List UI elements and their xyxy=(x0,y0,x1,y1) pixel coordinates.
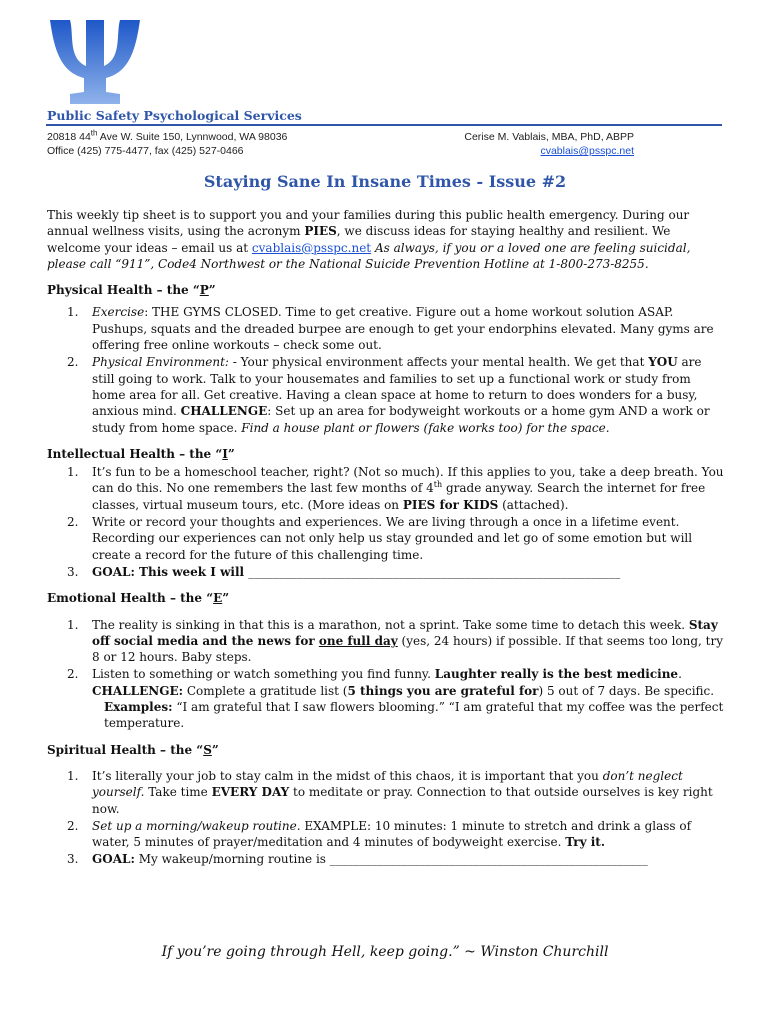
list-item: 1. It’s fun to be a homeschool teacher, right? (Not so much). If this applies to you, take a deep breath. You can do this. No one remembers the last few months of 4th grade anyway. Search the internet for free classes, virtual museum tours, etc. (More ideas on PIES for KIDS (attached). xyxy=(67,465,724,512)
psi-logo-icon xyxy=(50,14,140,106)
org-name: Public Safety Psychological Services xyxy=(47,108,302,123)
intro-email-link[interactable]: cvablais@psspc.net xyxy=(251,240,372,255)
header-divider xyxy=(46,124,722,126)
section-heading-intellectual: Intellectual Health – the “I” xyxy=(47,446,235,461)
closing-quote: If you’re going through Hell, keep going.” ~ Winston Churchill xyxy=(161,944,609,960)
list-item: 2. Listen to something or watch something you find funny. Laughter really is the best medicine. CHALLENGE: Complete a gratitude list (5 things you are grateful for) 5 out of 7 days. Be specific. Examples: “I am grateful that I saw flowers blooming.” “I am grateful that my coffee was the perfect temperature. xyxy=(47,666,727,731)
list-item: 1. It’s literally your job to stay calm in the midst of this chaos, it is important that you don’t neglect yourself. Take time EVERY DAY to meditate or pray. Connection to that outside ourselves is key right now. xyxy=(67,768,713,816)
physical-list xyxy=(47,304,727,435)
phone-line: Office (425) 775-4477, fax (425) 527-0466 xyxy=(47,145,244,157)
list-item: 3. GOAL: This week I will ______________________________________________________________ xyxy=(67,564,621,579)
list-item: 1. The reality is sinking in that this is a marathon, not a sprint. Take some time to detach this week. Stay off social media and the news for one full day (yes, 24 hours) if possible. If that seems too long, try 8 or 12 hours. Baby steps. xyxy=(67,617,724,665)
author-block xyxy=(464,130,634,158)
page-title: Staying Sane In Insane Times - Issue #2 xyxy=(203,172,567,191)
address-line: 20818 44th Ave W. Suite 150, Lynnwood, WA 98036 xyxy=(47,128,288,143)
author-email-link[interactable]: cvablais@psspc.net xyxy=(540,145,634,157)
section-heading-spiritual: Spiritual Health – the “S” xyxy=(47,742,219,757)
spiritual-list xyxy=(47,768,727,868)
section-heading-emotional: Emotional Health – the “E” xyxy=(47,591,230,606)
list-item: 2. Write or record your thoughts and experiences. We are living through a once in a lifetime event. Recording our experiences can not only help us stay grounded and let go of some emotion but will create a record for the future of this challenging time. xyxy=(67,515,693,562)
emotional-list xyxy=(47,617,727,732)
list-item: 3. GOAL: My wakeup/morning routine is _____________________________________________________ xyxy=(67,852,648,867)
list-item: 1. Exercise: THE GYMS CLOSED. Time to get creative. Figure out a home workout solution ASAP. Pushups, squats and the dreaded burpee are enough to get your endorphins elevated. Many gyms are offering free online workouts – check some out. xyxy=(67,305,714,353)
list-item: 2. Set up a morning/wakeup routine. EXAMPLE: 10 minutes: 1 minute to stretch and drink a glass of water, 5 minutes of prayer/meditation and 4 minutes of bodyweight exercise. Try it. xyxy=(67,818,692,850)
intro-paragraph: This weekly tip sheet is to support you and your families during this public health emergency. During our annual wellness visits, using the acronym PIES, we discuss ideas for staying healthy and resilient. We welcome your ideas – email us at cvablais@psspc.net As always, if you or a loved one are feeling suicidal, please call “911”, Code4 Northwest or the National Suicide Prevention Hotline at 1-800-273-8255. xyxy=(47,208,691,271)
list-item: 2. Physical Environment: - Your physical environment affects your mental health. We get that YOU are still going to work. Talk to your housemates and families to set up a functional work or study from home area for all. Get creative. Having a clean space at home to return to does wonders for a busy, anxious mind. CHALLENGE: Set up an area for bodyweight workouts or a home gym AND a work or study from home space. Find a house plant or flowers (fake works too) for the space. xyxy=(67,355,710,435)
goal-blank-line[interactable]: ______________________________________________________________ xyxy=(248,564,621,579)
examples-line: Examples: “I am grateful that I saw flowers blooming.” “I am grateful that my coffee was the perfect temperature. xyxy=(104,700,724,731)
document-body xyxy=(47,207,727,869)
section-heading-physical: Physical Health – the “P” xyxy=(47,283,216,298)
author-name: Cerise M. Vablais, MBA, PhD, ABPP xyxy=(464,131,634,143)
routine-blank-line[interactable]: _____________________________________________________ xyxy=(329,852,648,867)
intellectual-list xyxy=(47,464,727,580)
address-block xyxy=(47,130,287,158)
